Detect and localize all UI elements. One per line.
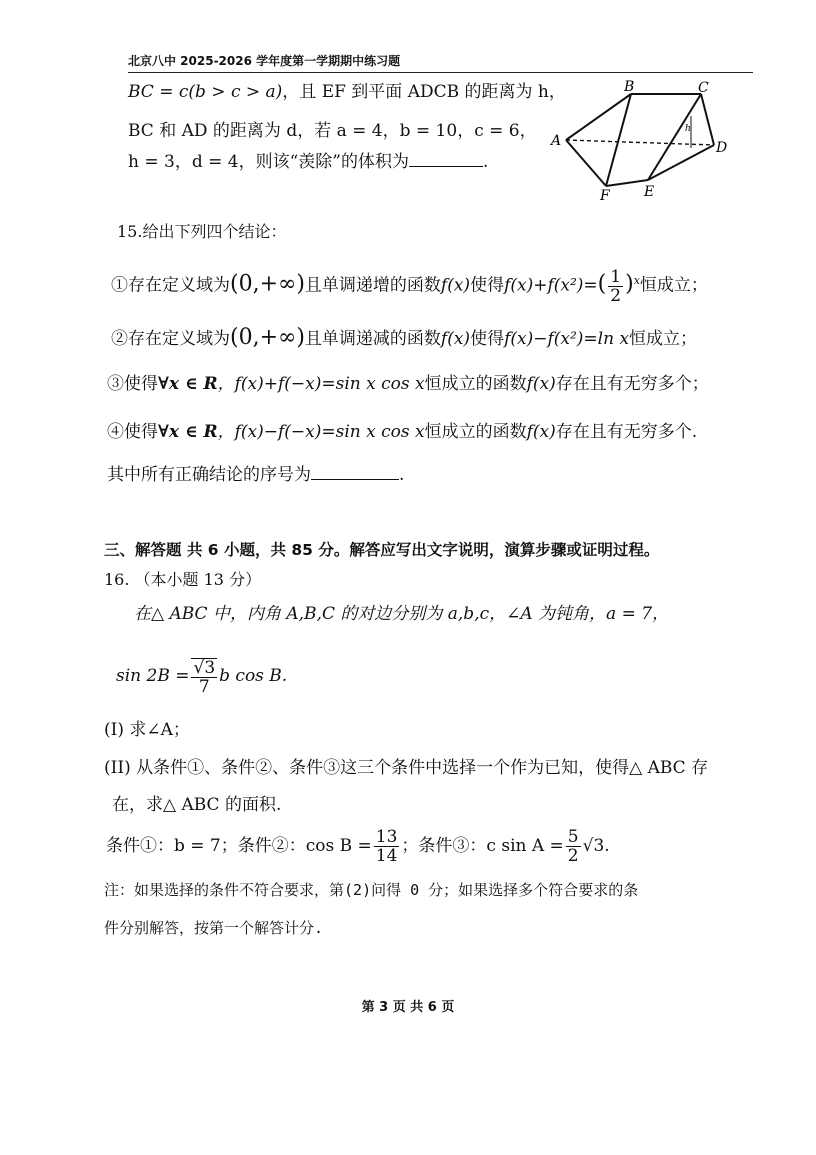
- c1-domain: (0,+∞): [230, 271, 305, 297]
- c2-fx: f(x): [440, 329, 471, 349]
- label-h: h: [685, 124, 691, 134]
- c3-text-a: ③使得: [107, 374, 158, 394]
- q16-note-line-2: 件分别解答，按第一个解答计分.: [104, 919, 324, 937]
- q16-cond-den-1: 14: [375, 846, 398, 866]
- q14-line-3-text: h = 3，d = 4，则该“羡除”的体积为: [128, 152, 409, 172]
- c4-quantifier: ∀x ∈ R: [158, 422, 218, 442]
- label-c: C: [698, 80, 709, 96]
- q14-bc-expr: BC = c(b > c > a): [128, 82, 283, 102]
- q16-conditions: [106, 824, 610, 868]
- q16-title: 16. （本小题 13 分）: [104, 570, 262, 589]
- q15-conclusion-2: [111, 326, 697, 351]
- q15-conclusion-4: [107, 420, 697, 444]
- label-d: D: [716, 140, 728, 156]
- page-footer: 第 3 页 共 6 页: [361, 1000, 455, 1015]
- q15-ask: [107, 463, 404, 487]
- q16-part-2-line-1: (II) 从条件①、条件②、条件③这三个条件中选择一个作为已知，使得△ ABC 存: [104, 758, 709, 778]
- q14-line-1: [128, 80, 566, 104]
- q16-bcosb: b cos B.: [219, 666, 288, 686]
- q16-cond-den-2: 2: [567, 846, 579, 866]
- edge-bf: [606, 94, 631, 186]
- c1-text-d: 恒成立；: [639, 275, 708, 296]
- q16-sin2b: sin 2B =: [116, 666, 190, 686]
- c2-text-c: 使得: [470, 329, 505, 349]
- page-header: 北京八中 2025-2026 学年度第一学期期中练习题: [128, 52, 753, 73]
- q16-cond-num-2: 5: [567, 827, 579, 847]
- c3-text-b: 恒成立的函数: [424, 374, 527, 394]
- q16-cond-fraction-2: [566, 828, 581, 865]
- label-a: A: [551, 133, 562, 149]
- q14-line-1-text: ，且 EF 到平面 ADCB 的距离为 h，: [282, 82, 566, 102]
- c1-frac-den: 2: [610, 285, 622, 306]
- edge-fe: [606, 180, 648, 186]
- c1-text-a: ①存在定义域为: [111, 275, 230, 296]
- c4-text-c: 存在且有无穷多个.: [555, 422, 698, 442]
- q15-conclusion-3: [107, 372, 709, 396]
- c2-equation: f(x)−f(x²)=ln x: [504, 329, 630, 349]
- q15-ask-text: 其中所有正确结论的序号为: [107, 465, 311, 485]
- q15-ask-end: .: [399, 465, 405, 485]
- q16-part-1: (I) 求∠A；: [104, 720, 190, 740]
- c1-fx: f(x): [440, 275, 471, 296]
- c4-text-a: ④使得: [107, 422, 158, 442]
- c3-fx: f(x): [526, 374, 556, 394]
- q14-line-3-end: .: [482, 152, 489, 172]
- q14-line-3: [128, 150, 488, 174]
- q16-cond-num-1: 13: [375, 827, 398, 847]
- c2-text-b: 且单调递减的函数: [304, 329, 441, 349]
- q15-conclusion-1: ①存在定义域为(0,+∞)且单调递增的函数f(x)使得f(x)+f(x²)=( $\frac{1}{2}$ )$^x$恒成立；: [111, 266, 708, 306]
- c4-fx: f(x): [526, 422, 556, 442]
- q16-cond-text-a: 条件①：b = 7；条件②：cos B =: [106, 836, 372, 856]
- c1-text-b: 且单调递增的函数: [304, 275, 441, 296]
- q16-stem-2: [116, 652, 287, 700]
- edge-cd: [701, 94, 714, 145]
- c1-frac-num: 1: [610, 266, 622, 287]
- q16-cond-text-b: ；条件③：c sin A =: [401, 836, 564, 856]
- edge-af: [566, 140, 606, 186]
- q16-frac-den: 7: [198, 676, 210, 697]
- q16-cond-text-c: √3.: [582, 836, 610, 856]
- q16-fraction: [191, 658, 217, 696]
- q16-note-line-1: 注：如果选择的条件不符合要求，第(2)问得 0 分；如果选择多个符合要求的条: [104, 881, 639, 899]
- c2-text-d: 恒成立；: [629, 329, 698, 349]
- edge-ad-hidden: [566, 140, 714, 145]
- q15-answer-blank: [311, 478, 399, 480]
- c3-equation: ，f(x)+f(−x)=sin x cos x: [217, 374, 425, 394]
- edge-ce: [648, 94, 701, 180]
- label-f: F: [600, 188, 610, 204]
- c1-exponent: x: [633, 274, 640, 287]
- q15-title: 15.给出下列四个结论：: [117, 222, 287, 241]
- c3-text-c: 存在且有无穷多个；: [555, 374, 709, 394]
- c3-quantifier: ∀x ∈ R: [158, 374, 218, 394]
- c2-domain: (0,+∞): [230, 325, 305, 350]
- c2-text-a: ②存在定义域为: [111, 329, 230, 349]
- c4-equation: ，f(x)−f(−x)=sin x cos x: [217, 422, 425, 442]
- q14-answer-blank: [409, 165, 483, 167]
- label-b: B: [624, 79, 635, 95]
- q16-cond-fraction-1: [374, 828, 400, 865]
- q16-stem-1: 在△ ABC 中，内角 A,B,C 的对边分别为 a,b,c，∠A 为钝角，a = 7，: [134, 604, 670, 624]
- q14-line-2: BC 和 AD 的距离为 d，若 a = 4，b = 10，c = 6，: [128, 121, 537, 141]
- q16-frac-num: √3: [193, 657, 216, 678]
- c1-fraction: [608, 268, 623, 305]
- label-e: E: [644, 184, 655, 200]
- c1-text-c: 使得: [470, 275, 505, 296]
- q16-part-2-line-2: 在，求△ ABC 的面积.: [112, 795, 282, 815]
- chuxian-figure: [546, 76, 736, 206]
- section-3-title: 三、解答题 共 6 小题，共 85 分。解答应写出文字说明，演算步骤或证明过程。: [104, 541, 660, 559]
- c1-equation: f(x)+f(x²)=: [504, 275, 598, 296]
- c4-text-b: 恒成立的函数: [424, 422, 527, 442]
